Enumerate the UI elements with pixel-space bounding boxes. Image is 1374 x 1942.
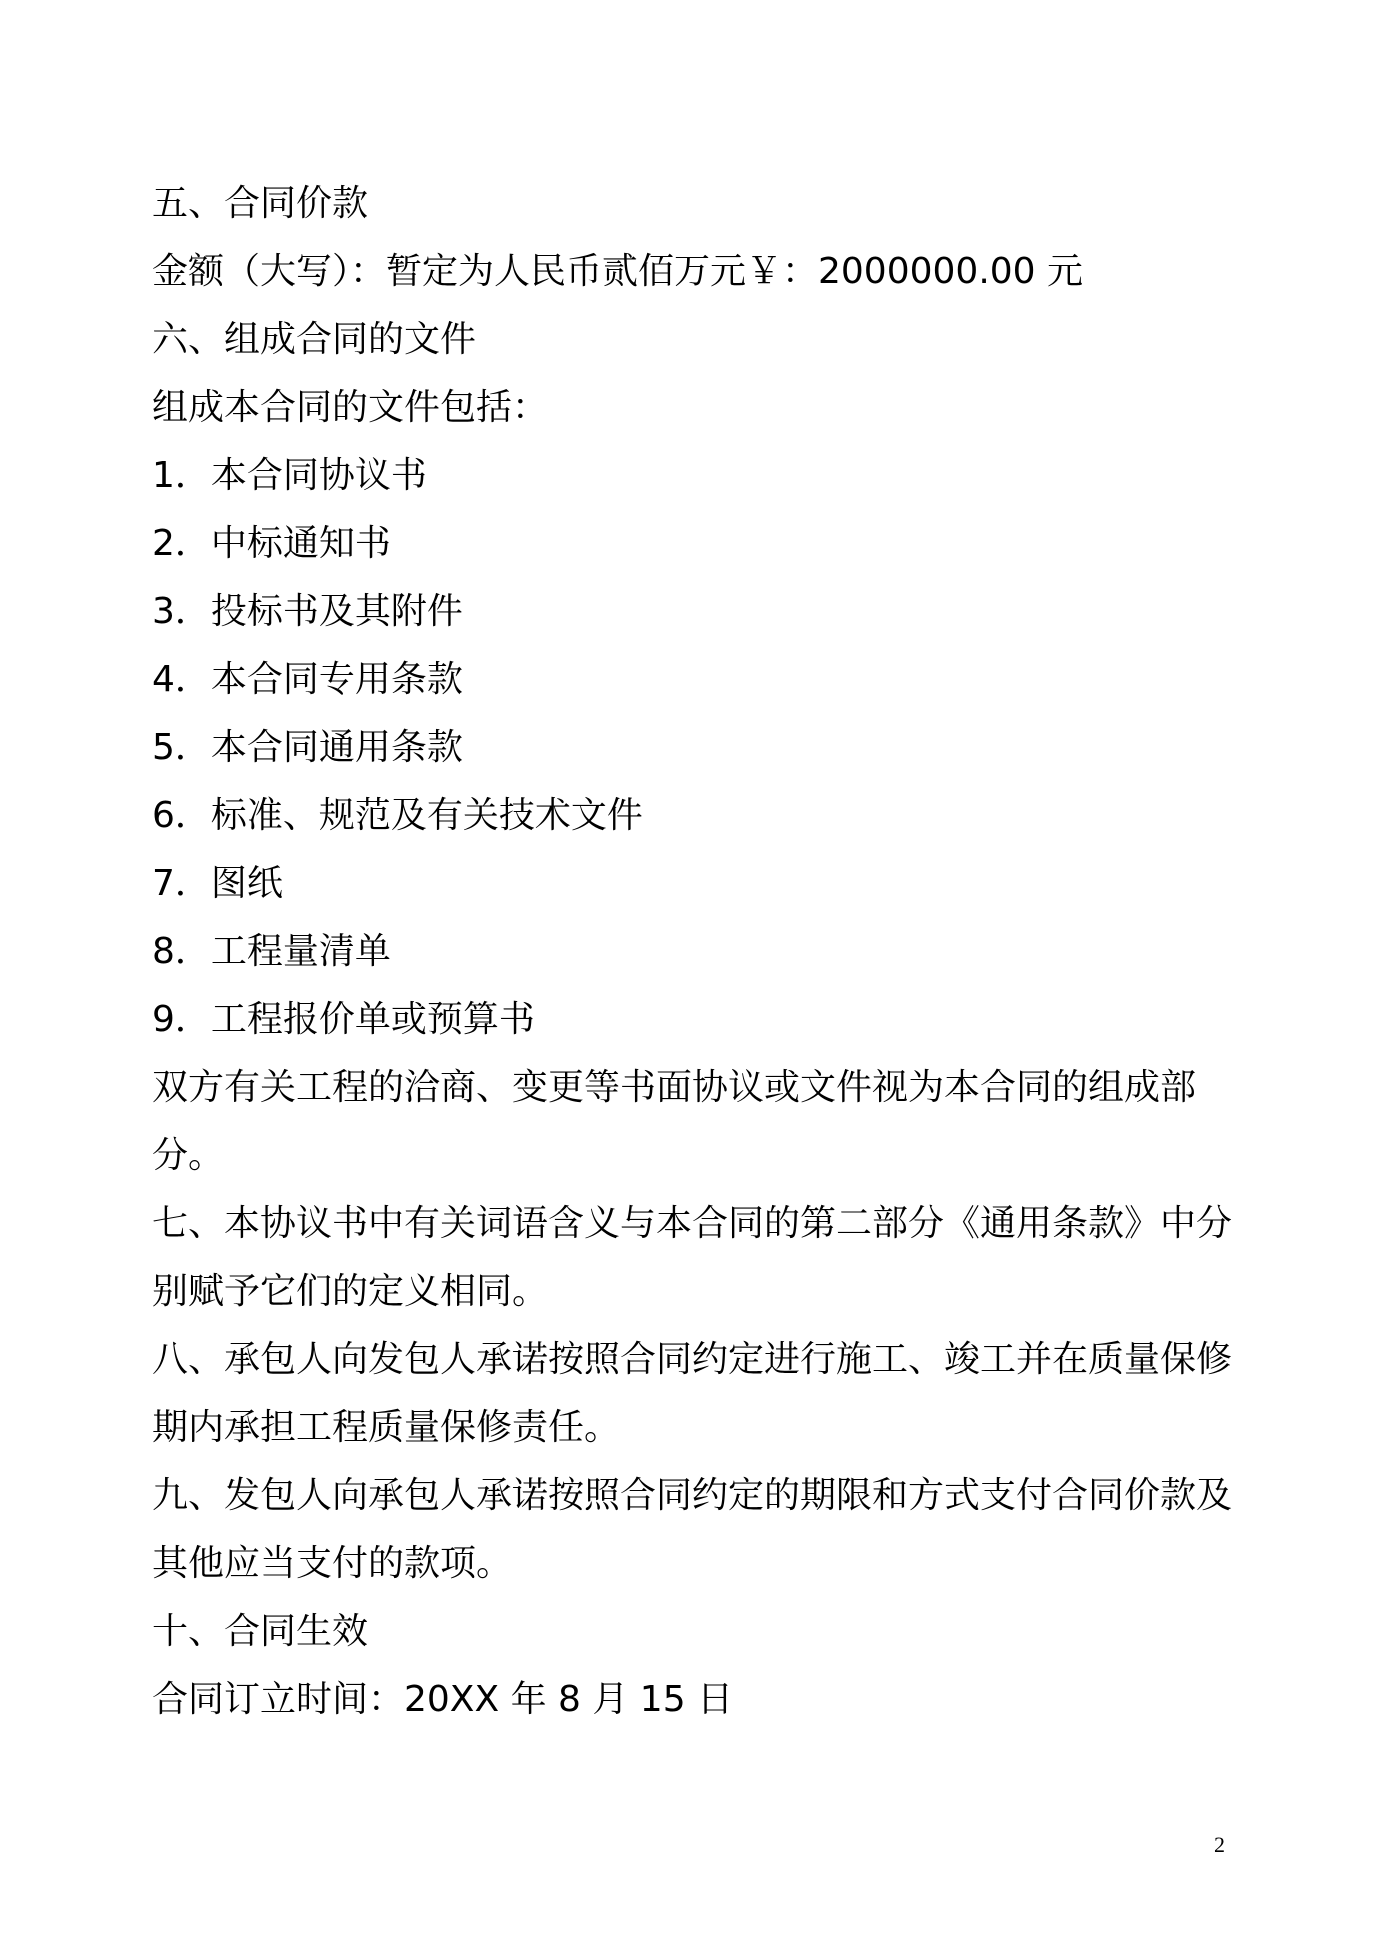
document-list-item: 3．投标书及其附件 (152, 591, 463, 632)
page-number: 2 (1214, 1832, 1225, 1857)
contract-date-line: 合同订立时间：20XX 年 8 月 15 日 (152, 1679, 734, 1720)
document-list-item: 7．图纸 (152, 863, 283, 904)
document-list-item: 8．工程量清单 (152, 931, 391, 972)
paragraph-section-eight: 八、承包人向发包人承诺按照合同约定进行施工、竣工并在质量保修期内承担工程质量保修责任。 (152, 1339, 1233, 1448)
document-list-item: 6．标准、规范及有关技术文件 (152, 795, 643, 836)
document-list-item: 5．本合同通用条款 (152, 727, 463, 768)
paragraph-section-nine: 九、发包人向承包人承诺按照合同约定的期限和方式支付合同价款及其他应当支付的款项。 (152, 1475, 1233, 1584)
document-list-item: 1．本合同协议书 (152, 455, 427, 496)
document-list-item: 2．中标通知书 (152, 523, 391, 564)
document-list-item: 9．工程报价单或预算书 (152, 999, 535, 1040)
document-list-item: 4．本合同专用条款 (152, 659, 463, 700)
section-heading-contract-effective: 十、合同生效 (152, 1611, 369, 1652)
section-heading-contract-price: 五、合同价款 (152, 183, 369, 224)
section-heading-contract-documents: 六、组成合同的文件 (152, 319, 477, 360)
document-body (152, 170, 1242, 1734)
documents-intro-line: 组成本合同的文件包括： (152, 387, 549, 428)
contract-amount-line: 金额（大写）：暂定为人民币贰佰万元￥：2000000.00 元 (152, 251, 1084, 292)
paragraph-negotiation-documents: 双方有关工程的洽商、变更等书面协议或文件视为本合同的组成部分。 (152, 1067, 1197, 1176)
paragraph-section-seven: 七、本协议书中有关词语含义与本合同的第二部分《通用条款》中分别赋予它们的定义相同。 (152, 1203, 1233, 1312)
